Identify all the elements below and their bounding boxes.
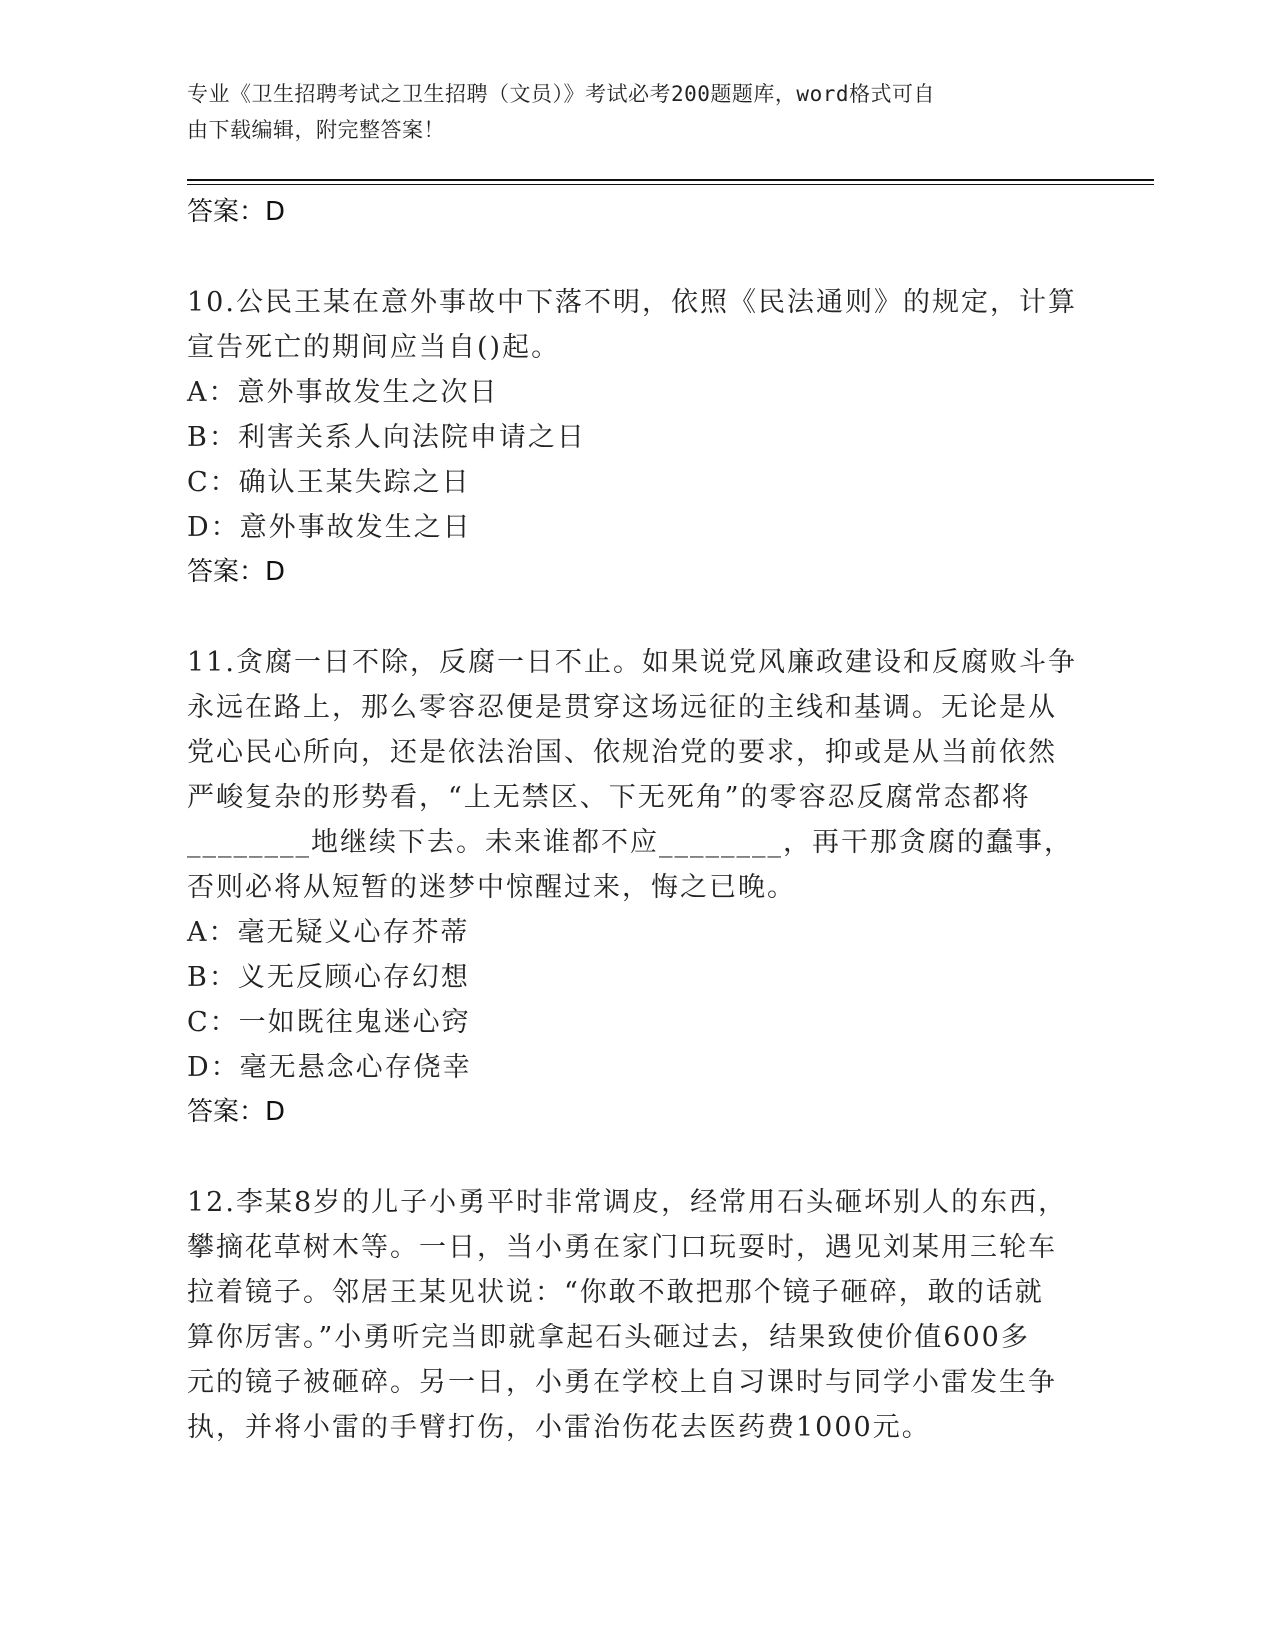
question-10 xyxy=(187,280,1087,595)
fill-blank-1: ________ xyxy=(187,827,311,858)
question-11-option-b: B：义无反顾心存幻想 xyxy=(187,962,470,993)
question-12-stem-line-3: 拉着镜子。邻居王某见状说：“你敢不敢把那个镜子砸碎，敢的话就 xyxy=(187,1277,1044,1308)
stem-text: 地继续下去。未来谁都不应 xyxy=(311,827,659,858)
question-11-stem-line-2: 永远在路上，那么零容忍便是贯穿这场远征的主线和基调。无论是从 xyxy=(187,692,1057,723)
question-12-stem-line-2: 攀摘花草树木等。一日，当小勇在家门口玩耍时，遇见刘某用三轮车 xyxy=(187,1232,1057,1263)
question-11-stem-line-6: 否则必将从短暂的迷梦中惊醒过来，悔之已晚。 xyxy=(187,872,796,903)
spacer xyxy=(187,235,1087,280)
stem-text: ，再干那贪腐的蠢事， xyxy=(783,827,1073,858)
question-12-stem-line-6: 执，并将小雷的手臂打伤，小雷治伤花去医药费1000元。 xyxy=(187,1412,931,1443)
document-body xyxy=(187,190,1087,1450)
answer-q10: 答案：D xyxy=(187,557,286,587)
header-divider-thick xyxy=(187,179,1154,181)
question-10-option-d: D：意外事故发生之日 xyxy=(187,512,472,543)
document-header xyxy=(187,76,1067,148)
answer-q9: 答案：D xyxy=(187,197,286,227)
question-10-stem-line-2: 宣告死亡的期间应当自()起。 xyxy=(187,332,561,363)
question-10-option-c: C：确认王某失踪之日 xyxy=(187,467,471,498)
header-line-2: 由下载编辑，附完整答案！ xyxy=(187,118,445,142)
question-11-stem-line-3: 党心民心所向，还是依法治国、依规治党的要求，抑或是从当前依然 xyxy=(187,737,1057,768)
question-11-option-c: C：一如既往鬼迷心窍 xyxy=(187,1007,471,1038)
question-10-option-a: A：意外事故发生之次日 xyxy=(187,377,499,408)
question-12-stem-line-1: 12.李某8岁的儿子小勇平时非常调皮，经常用石头砸坏别人的东西， xyxy=(187,1187,1068,1218)
answer-q11: 答案：D xyxy=(187,1097,286,1127)
header-line-1: 专业《卫生招聘考试之卫生招聘（文员）》考试必考200题题库，word格式可自 xyxy=(187,82,935,106)
header-divider-thin xyxy=(187,184,1154,185)
question-10-option-b: B：利害关系人向法院申请之日 xyxy=(187,422,586,453)
question-11-stem-line-5 xyxy=(187,820,1087,865)
question-12 xyxy=(187,1180,1087,1450)
fill-blank-2: ________ xyxy=(659,827,783,858)
question-12-stem-line-5: 元的镜子被砸碎。另一日，小勇在学校上自习课时与同学小雷发生争 xyxy=(187,1367,1057,1398)
question-10-stem-line-1: 10.公民王某在意外事故中下落不明，依照《民法通则》的规定，计算 xyxy=(187,287,1077,318)
spacer xyxy=(187,595,1087,640)
question-11-option-d: D：毫无悬念心存侥幸 xyxy=(187,1052,472,1083)
question-12-stem-line-4: 算你厉害。”小勇听完当即就拿起石头砸过去，结果致使价值600多 xyxy=(187,1322,1030,1353)
question-11-stem-line-4: 严峻复杂的形势看，“上无禁区、下无死角”的零容忍反腐常态都将 xyxy=(187,782,1031,813)
question-11-option-a: A：毫无疑义心存芥蒂 xyxy=(187,917,470,948)
spacer xyxy=(187,1135,1087,1180)
question-11 xyxy=(187,640,1087,1135)
question-11-stem-line-1: 11.贪腐一日不除，反腐一日不止。如果说党风廉政建设和反腐败斗争 xyxy=(187,647,1077,678)
